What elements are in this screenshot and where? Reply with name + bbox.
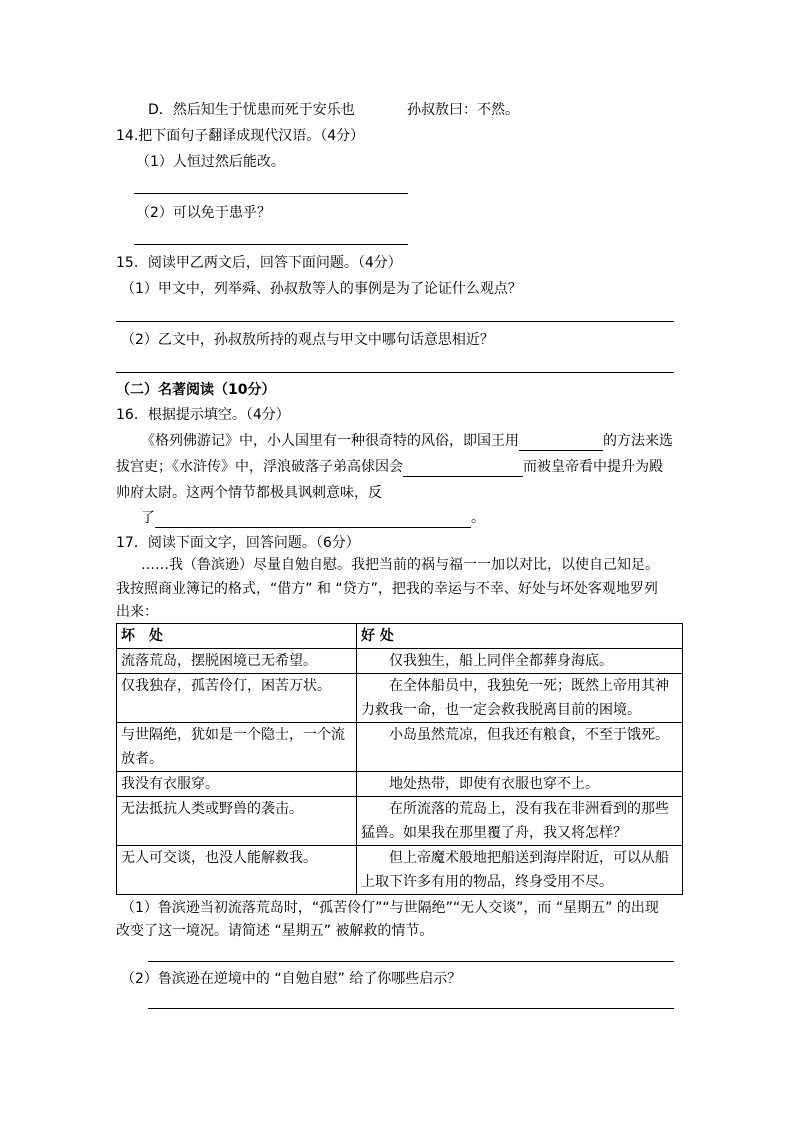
q17-answer-line-1[interactable] [148, 961, 674, 962]
table-row [117, 723, 683, 772]
q15-item1: （1）甲文中，列举舜、孙叔敖等人的事例是为了论证什么观点？ [121, 281, 522, 297]
q16-text-1b: 的方法来选 [603, 433, 673, 449]
q14-answer-line-1[interactable] [134, 193, 408, 194]
q16-blank-3[interactable] [155, 511, 471, 528]
q14-title: 14.把下面句子翻译成现代汉语。（4分） [116, 128, 365, 144]
q16-text-4b: 。 [471, 510, 485, 526]
q17-title: 17．阅读下面文字，回答问题。（6分） [116, 535, 360, 551]
q17-answer-line-2[interactable] [148, 1008, 674, 1009]
table-cell: 小岛虽然荒凉，但我还有粮食，不至于饿死。 [357, 723, 683, 772]
q16-title: 16．根据提示填空。（4分） [116, 407, 290, 423]
q17-para-line-2: 我按照商业簿记的格式，“借方” 和 “贷方”，把我的幸运与不幸、好处与坏处客观地罗列 [116, 581, 658, 597]
table-cell: 仅我独存，孤苦伶仃，困苦万状。 [117, 674, 357, 723]
q14-answer-line-2[interactable] [134, 244, 408, 245]
table-row [117, 649, 683, 674]
table-row [117, 797, 683, 846]
option-d: D．然后知生于忧患而死于安乐也 [148, 102, 355, 118]
q16-line-1 [141, 431, 673, 451]
q15-answer-line-1[interactable] [116, 321, 674, 322]
table-row [117, 846, 683, 895]
q16-line-4 [141, 508, 485, 528]
pros-cons-table [116, 623, 683, 895]
q17-para-line-1: ……我（鲁滨逊）尽量自勉自慰。我把当前的祸与福一一加以对比，以使自己知足。 [141, 557, 659, 573]
table-cell: 在所流落的荒岛上，没有我在非洲看到的那些猛兽。如果我在那里覆了舟，我又将怎样？ [357, 797, 683, 846]
q17-sub2: （2）鲁滨逊在逆境中的 “自勉自慰” 给了你哪些启示？ [121, 971, 462, 987]
q16-text-4a: 了 [141, 510, 155, 526]
table-cell: 与世隔绝，犹如是一个隐士，一个流放者。 [117, 723, 357, 772]
table-cell: 但上帝魔术般地把船送到海岸附近，可以从船上取下许多有用的物品，终身受用不尽。 [357, 846, 683, 895]
q14-item1: （1）人恒过然后能改。 [136, 154, 285, 170]
table-row [117, 772, 683, 797]
q15-title: 15．阅读甲乙两文后，回答下面问题。（4分） [116, 255, 402, 271]
header-cons: 坏 处 [117, 624, 357, 649]
q16-text-2a: 拔宫吏；《水浒传》中，浮浪破落子弟高俅因会 [116, 459, 403, 475]
table-cell: 流落荒岛，摆脱困境已无希望。 [117, 649, 357, 674]
table-row [117, 674, 683, 723]
q17-sub1-line-2: 改变了这一境况。请简述 “星期五” 被解救的情节。 [116, 923, 434, 939]
q17-sub1-line-1: （1）鲁滨逊当初流落荒岛时，“孤苦伶仃”“与世隔绝”“无人交谈”，而 “星期五” 的出现 [121, 900, 659, 916]
q16-text-1a: 《格列佛游记》中，小人国里有一种很奇特的风俗，即国王用 [141, 433, 519, 449]
table-cell: 我没有衣服穿。 [117, 772, 357, 797]
table-cell: 无人可交谈，也没人能解救我。 [117, 846, 357, 895]
header-pros: 好 处 [357, 624, 683, 649]
table-header-row [117, 624, 683, 649]
q17-para-line-3: 出来： [116, 604, 158, 620]
q15-answer-line-2[interactable] [116, 372, 674, 373]
q16-blank-2[interactable] [403, 460, 523, 477]
q16-line-2 [116, 457, 663, 477]
q15-item2: （2）乙文中，孙叔敖所持的观点与甲文中哪句话意思相近？ [121, 332, 494, 348]
q16-blank-1[interactable] [519, 434, 603, 451]
table-cell: 在全体船员中，我独免一死；既然上帝用其神力救我一命，也一定会救我脱离目前的困境。 [357, 674, 683, 723]
table-cell: 仅我独生，船上同伴全都葬身海底。 [357, 649, 683, 674]
section-title: （二）名著阅读（10分） [116, 382, 276, 398]
table-cell: 无法抵抗人类或野兽的袭击。 [117, 797, 357, 846]
quote-text: 孙叔敖曰：不然。 [407, 102, 519, 118]
q14-item2: （2）可以免于患乎？ [136, 205, 271, 221]
table-cell: 地处热带，即使有衣服也穿不上。 [357, 772, 683, 797]
q16-text-2b: 而被皇帝看中提升为殿 [523, 459, 663, 475]
q16-line-3: 帅府太尉。这两个情节都极具讽刺意味，反 [116, 485, 382, 501]
